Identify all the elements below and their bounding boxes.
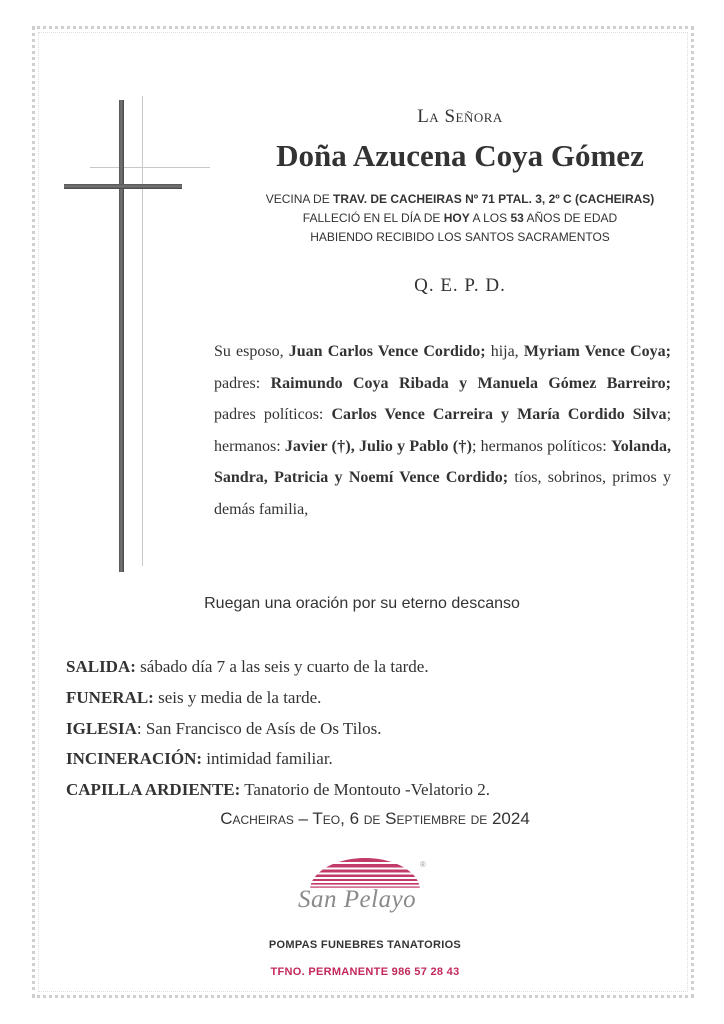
residence-line: VECINA DE TRAV. DE CACHEIRAS Nº 71 PTAL. 3, 2º C (CACHEIRAS) bbox=[265, 192, 655, 206]
funeral-details bbox=[66, 652, 666, 806]
detail-funeral: FUNERAL: seis y media de la tarde. bbox=[66, 687, 322, 707]
family-paragraph: Su esposo, Juan Carlos Vence Cordido; hija, Myriam Vence Coya; padres: Raimundo Coya Ribada y Manuela Gómez Barreiro; padres políticos: Carlos Vence Carreira y María Cordido Silva; hermanos: Javier (†), Julio y Pablo (†); hermanos políticos: Yolanda, Sandra, Patricia y Noemí Vence Cordido; tíos, sobrinos, primos y demás familia, bbox=[214, 343, 672, 518]
qepd: Q. E. P. D. bbox=[414, 275, 506, 296]
detail-salida: SALIDA: sábado día 7 a las seis y cuarto de la tarde. bbox=[66, 657, 429, 676]
title-prefix: La Señora bbox=[417, 106, 503, 127]
logo-text: San Pelayo bbox=[298, 886, 417, 913]
death-date-line: FALLECIÓ EN EL DÍA DE HOY A LOS 53 AÑOS DE EDAD bbox=[302, 211, 618, 225]
company-tagline: POMPAS FUNEBRES TANATORIOS bbox=[268, 939, 462, 951]
detail-capilla: CAPILLA ARDIENTE: Tanatorio de Montouto -Velatorio 2. bbox=[66, 780, 490, 800]
phone-line: TFNO. PERMANENTE 986 57 28 43 bbox=[270, 966, 460, 978]
detail-iglesia: IGLESIA: San Francisco de Asís de Os Tilos. bbox=[66, 718, 382, 738]
deceased-name: Doña Azucena Coya Gómez bbox=[276, 138, 644, 173]
death-info bbox=[210, 190, 710, 247]
sacraments-line: HABIENDO RECIBIDO LOS SANTOS SACRAMENTOS bbox=[310, 230, 610, 244]
date-line: Cacheiras – Teo, 6 de Septiembre de 2024 bbox=[220, 809, 530, 828]
prayer-line: Ruegan una oración por su eterno descanso bbox=[204, 595, 520, 612]
detail-incineracion: INCINERACIÓN: intimidad familiar. bbox=[66, 749, 333, 769]
registered-mark: ® bbox=[420, 860, 426, 869]
